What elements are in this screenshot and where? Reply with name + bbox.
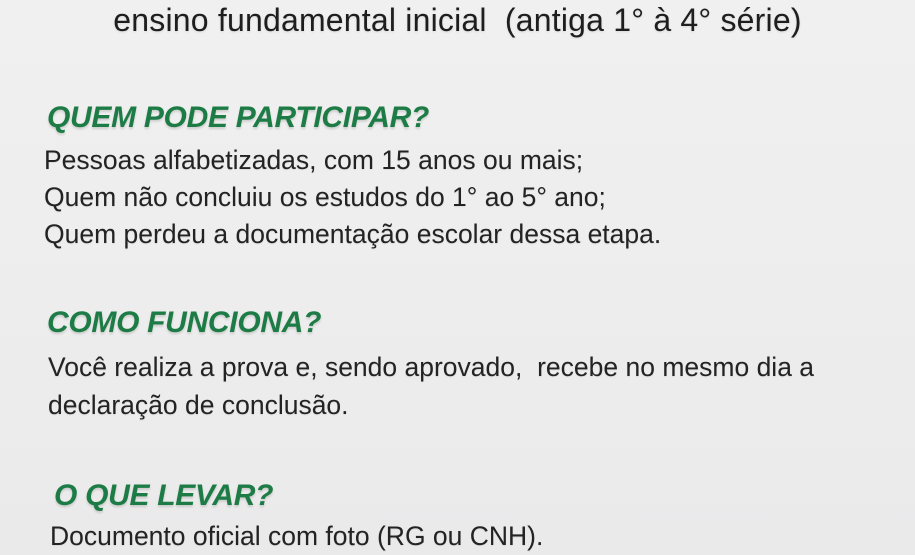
section-heading-como-funciona: COMO FUNCIONA? xyxy=(47,306,322,339)
section-body-quem-pode-participar xyxy=(44,142,661,253)
body-line: Quem não concluiu os estudos do 1° ao 5° ano; xyxy=(44,182,606,212)
body-line: Quem perdeu a documentação escolar dessa etapa. xyxy=(44,219,662,249)
body-line: Pessoas alfabetizadas, com 15 anos ou mais; xyxy=(44,145,584,175)
body-line: declaração de conclusão. xyxy=(48,390,349,420)
body-line: Documento oficial com foto (RG ou CNH). xyxy=(50,521,544,551)
body-line: Você realiza a prova e, sendo aprovado, recebe no mesmo dia a xyxy=(48,352,815,382)
section-heading-quem-pode-participar: QUEM PODE PARTICIPAR? xyxy=(47,101,430,134)
section-body-como-funciona xyxy=(48,348,814,424)
section-heading-o-que-levar: O QUE LEVAR? xyxy=(54,479,274,512)
page-title: ensino fundamental inicial (antiga 1° à 4° série) xyxy=(113,2,802,38)
section-body-o-que-levar xyxy=(50,518,543,555)
